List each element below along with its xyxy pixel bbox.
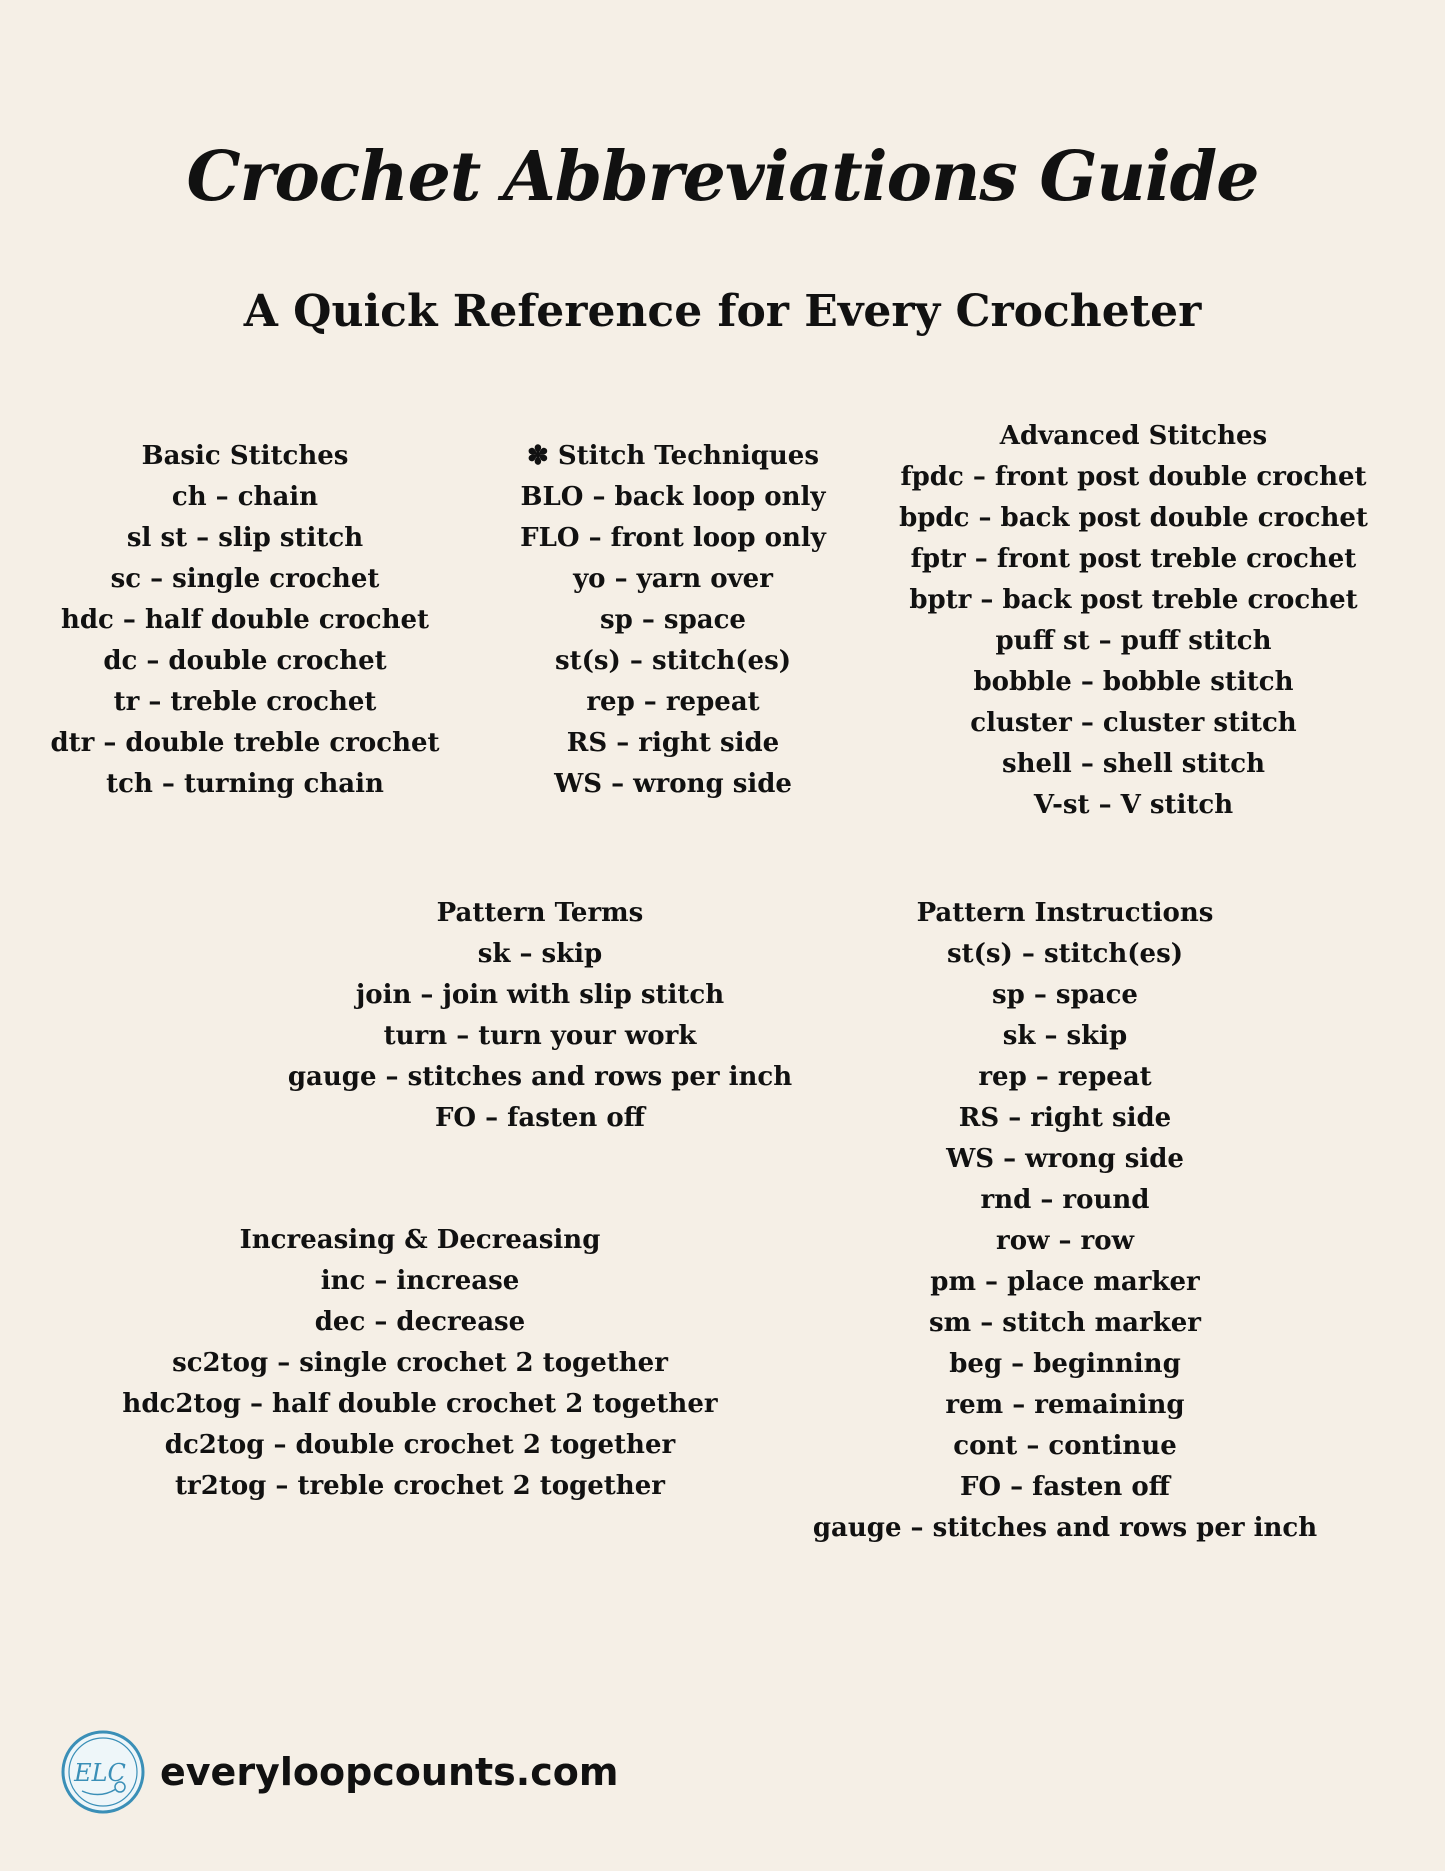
section-advanced-stitches (896, 416, 1371, 826)
list-item: sc – single crochet (110, 564, 380, 594)
list-item: bpdc – back post double crochet (899, 503, 1368, 533)
section-heading: Increasing & Decreasing (239, 1225, 601, 1255)
list-item: st(s) – stitch(es) (554, 646, 792, 676)
list-item: tch – turning chain (106, 769, 384, 799)
page-title: Crochet Abbreviations Guide (186, 137, 1259, 217)
list-item: WS – wrong side (554, 769, 792, 799)
elc-logo-icon (60, 1729, 146, 1815)
list-item: puff st – puff stitch (995, 626, 1272, 656)
list-item: RS – right side (958, 1103, 1172, 1133)
list-item: join – join with slip stitch (355, 980, 725, 1010)
list-item: inc – increase (320, 1266, 520, 1296)
list-item: row – row (996, 1226, 1134, 1256)
list-item: gauge – stitches and rows per inch (812, 1513, 1318, 1543)
section-stitch-techniques (468, 436, 878, 805)
list-item: FO – fasten off (959, 1472, 1171, 1502)
list-item: sk – skip (1002, 1021, 1128, 1051)
list-item: cont – continue (953, 1431, 1177, 1461)
section-heading: Advanced Stitches (999, 421, 1268, 451)
site-url: everyloopcounts.com (160, 1750, 619, 1794)
list-item: hdc2tog – half double crochet 2 together (122, 1389, 718, 1419)
list-item: fpdc – front post double crochet (900, 462, 1367, 492)
list-item: fptr – front post treble crochet (910, 544, 1357, 574)
list-item: sp – space (600, 605, 746, 635)
section-heading: ✽ Stitch Techniques (527, 441, 819, 471)
section-heading: Pattern Terms (436, 898, 644, 928)
list-item: dc2tog – double crochet 2 together (164, 1430, 676, 1460)
list-item: pm – place marker (930, 1267, 1200, 1297)
list-item: sp – space (992, 980, 1138, 1010)
list-item: rem – remaining (945, 1390, 1185, 1420)
list-item: yo – yarn over (573, 564, 773, 594)
section-pattern-instructions (800, 893, 1330, 1549)
list-item: ch – chain (171, 482, 319, 512)
list-item: FO – fasten off (434, 1103, 646, 1133)
list-item: dtr – double treble crochet (50, 728, 440, 758)
list-item: WS – wrong side (946, 1144, 1184, 1174)
list-item: sk – skip (477, 939, 603, 969)
section-basic-stitches (40, 436, 450, 805)
list-item: gauge – stitches and rows per inch (287, 1062, 793, 1092)
list-item: cluster – cluster stitch (970, 708, 1297, 738)
list-item: turn – turn your work (383, 1021, 697, 1051)
list-item: bobble – bobble stitch (973, 667, 1294, 697)
section-increasing-decreasing (120, 1220, 720, 1507)
list-item: tr – treble crochet (113, 687, 377, 717)
section-pattern-terms (285, 893, 795, 1139)
list-item: rep – repeat (978, 1062, 1152, 1092)
list-item: dec – decrease (314, 1307, 526, 1337)
list-item: sc2tog – single crochet 2 together (172, 1348, 668, 1378)
page-subtitle: A Quick Reference for Every Crocheter (243, 286, 1202, 337)
list-item: hdc – half double crochet (60, 605, 430, 635)
list-item: rep – repeat (586, 687, 760, 717)
list-item: tr2tog – treble crochet 2 together (175, 1471, 665, 1501)
list-item: shell – shell stitch (1001, 749, 1266, 779)
list-item: st(s) – stitch(es) (946, 939, 1184, 969)
list-item: V-st – V stitch (1033, 790, 1234, 820)
list-item: dc – double crochet (103, 646, 387, 676)
list-item: bptr – back post treble crochet (909, 585, 1358, 615)
logo-text: ELC (74, 1759, 126, 1787)
list-item: FLO – front loop only (520, 523, 826, 553)
list-item: beg – beginning (949, 1349, 1181, 1379)
section-heading: Basic Stitches (141, 441, 349, 471)
list-item: RS – right side (566, 728, 780, 758)
list-item: BLO – back loop only (520, 482, 826, 512)
section-heading: Pattern Instructions (916, 898, 1214, 928)
list-item: rnd – round (980, 1185, 1150, 1215)
list-item: sl st – slip stitch (126, 523, 364, 553)
footer (60, 1724, 618, 1820)
list-item: sm – stitch marker (929, 1308, 1201, 1338)
